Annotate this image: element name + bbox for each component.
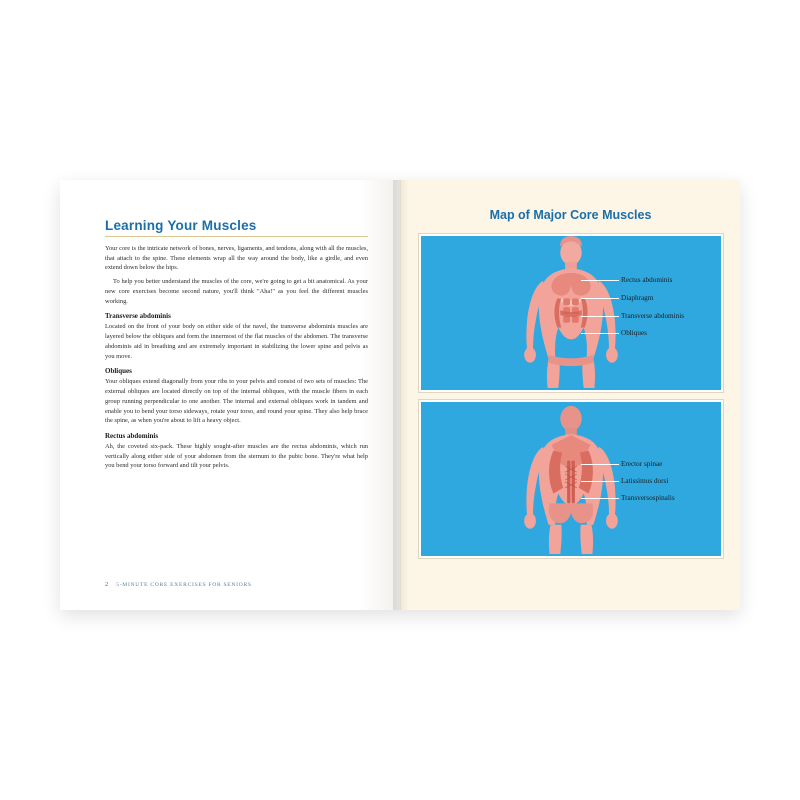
running-head: 5-MINUTE CORE EXERCISES FOR SENIORS — [116, 582, 252, 588]
label-transverse-abdominis: Transverse abdominis — [621, 312, 685, 320]
page-title: Learning Your Muscles — [105, 218, 257, 233]
right-page — [400, 180, 740, 610]
section-heading-rectus-abdominis: Rectus abdominis — [105, 432, 159, 441]
intro-paragraph-1: Your core is the intricate network of bones, nerves, ligaments, and tendons, along with all the muscles, that attach to the spine. These elements wrap all the way around the body, like a girdle, and even extend down below the hips. — [105, 245, 368, 272]
label-erector-spinae: Erector spinae — [621, 460, 663, 468]
leader-line-erector-spinae — [581, 464, 619, 465]
section-heading-obliques: Obliques — [105, 367, 132, 376]
leader-line-diaphragm — [581, 298, 619, 299]
section-text-rectus-abdominis: Ah, the coveted six-pack. These highly sought-after muscles are the rectus abdominis, which run vertically along either side of your abdomen from the sternum to the pubic bone. They're what help you bend your torso forward and tilt your pelvis. — [105, 443, 368, 470]
open-book-spread — [60, 180, 740, 610]
page-footer — [105, 581, 252, 588]
posterior-body-figure — [421, 402, 721, 556]
map-title: Map of Major Core Muscles — [489, 208, 652, 222]
anterior-muscle-diagram — [419, 234, 723, 392]
label-rectus-abdominis: Rectus abdominis — [621, 276, 673, 284]
label-obliques: Obliques — [621, 329, 647, 337]
section-text-obliques: Your obliques extend diagonally from your ribs to your pelvis and consist of two sets of muscles: The external obliques are located directly on top of the internal obliques, with the muscle fibers in each group running perpendicular to one another. The internal and external obliques work in tandem and enable you to bend your torso sideways, rotate your torso, and round your spine. They also help brace the spine, as when you're about to lift a heavy object. — [105, 378, 368, 425]
label-latissimus-dorsi: Latissimus dorsi — [621, 477, 669, 485]
title-divider — [105, 236, 368, 237]
intro-paragraph-2: To help you better understand the muscles of the core, we're going to get a bit anatomical. As your new core exercises become second nature, you'll think "Aha!" as you feel the different muscles working. — [105, 278, 368, 305]
page-number: 2 — [105, 581, 109, 588]
left-page — [60, 180, 400, 610]
label-diaphragm: Diaphragm — [621, 294, 654, 302]
posterior-muscle-diagram — [419, 400, 723, 558]
leader-line-latissimus-dorsi — [581, 481, 619, 482]
leader-line-transverse-abdominis — [581, 316, 619, 317]
label-transversospinalis: Transversospinalis — [621, 494, 675, 502]
leader-line-transversospinalis — [581, 498, 619, 499]
section-heading-transverse-abdominis: Transverse abdominis — [105, 312, 171, 321]
leader-line-rectus-abdominis — [581, 280, 619, 281]
leader-line-obliques — [581, 333, 619, 334]
section-text-transverse-abdominis: Located on the front of your body on either side of the navel, the transverse abdominis muscles are layered below the obliques and form the innermost of the flat muscles of the abdomen. The transverse abdominis aid in breathing and are extremely important in stabilizing the lower spine and pelvis as you move. — [105, 323, 368, 360]
